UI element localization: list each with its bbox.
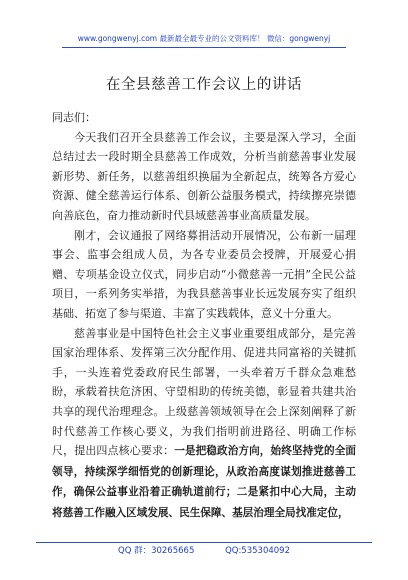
salutation: 同志们： [52,111,96,124]
document-title: 在全县慈善工作会议上的讲话 [105,77,303,93]
paragraph-3-bold-text: 一是把稳政治方向，始终坚持党的全面领导，持续深学细悟党的创新理论，从政治高度谋划推进慈善工作，确保公益事业沿着正确轨道前行；二是紧扣中心大局，主动将慈善工作融入区域发展、民生保障、基层治理全局找准定位， [52,445,357,519]
site-header[interactable]: www.gongwenyj.com 最新最全最专业的公文资料库！ 微信：gongwenyj [77,34,331,43]
header-divider [62,47,346,48]
paragraph-3-text: 慈善事业是中国特色社会主义事业重要组成部分，是完善国家治理体系、发挥第三次分配作用、促进共同富裕的关键抓手，一头连着党委政府民生部署，一头牵着万千群众急难愁盼，承载着扶危济困、守望相助的传统美德，彰显着共建共治共享的现代治理理念。上级慈善领域领导在会上深刻阐释了新时代慈善工作核心要义，为我们指明前进路径、明确工作标尺，提出四点核心要求： [52,326,356,458]
site-footer [0,545,408,557]
paragraph-3 [52,324,356,524]
paragraph-1: 今天我们召开全县慈善工作会议，主要是深入学习，全面总结过去一段时期全县慈善工作成效，分析当前慈善事业发展新形势、新任务，以慈善组织换届为全新起点，统筹各方爱心资源、健全慈善运行体系、创新公益服务模式，持续擦亮崇德向善底色，奋力推动新时代县域慈善事业高质量发展。 [52,130,356,222]
paragraph-2: 刚才，会议通报了网络募捐活动开展情况，公布新一届理事会、监事会组成人员，为各专业委员会授牌，开展爱心捐赠、专项基金设立仪式，同步启动“小微慈善一元捐”全民公益项目，一系列务实举措，为我县慈善事业长远发展夯实了组织基础、拓宽了参与渠道、丰富了实践载体，意义十分重大。 [52,228,356,320]
qq-group: QQ 群：30265665 [118,546,195,556]
qq-contact: QQ:535304092 [225,546,290,556]
document-body [52,108,356,523]
footer-divider [36,542,372,543]
